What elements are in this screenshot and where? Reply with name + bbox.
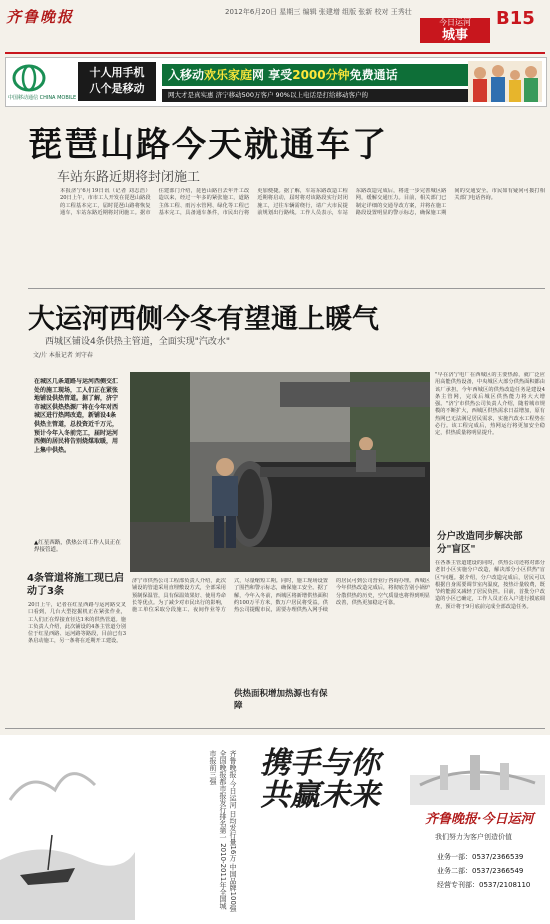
ad-vertical-text: 齐鲁晚报·今日运河 日均发行量16万 中国品牌100强 全国晚报都市报发行排名第一 2010-2011年全国城市报前三强 bbox=[209, 750, 237, 912]
article1-subheadline: 车站东路近期将封闭施工 bbox=[57, 170, 201, 185]
article2-byline: 文/片 本报记者 刘守春 bbox=[33, 352, 93, 359]
article2-headline: 大运河西侧今冬有望通上暖气 bbox=[28, 304, 379, 335]
article2-right-subheading: 分户改造同步解决部分"盲区" bbox=[437, 531, 523, 555]
china-mobile-brand: 中国移动通信 CHINA MOBILE bbox=[8, 95, 77, 101]
section-top-label: 今日运河 bbox=[439, 18, 471, 27]
city-skyline-image bbox=[410, 745, 545, 805]
phone-label: 业务二部 bbox=[437, 867, 465, 875]
phone-number: 0537/2366549 bbox=[472, 867, 524, 875]
ad-banner bbox=[162, 64, 468, 86]
phone-line-1: 业务一部：0537/2366539 bbox=[437, 853, 524, 861]
phone-label: 经营专刊部 bbox=[437, 881, 472, 889]
ad-slogan-line1: 十人用手机 bbox=[89, 66, 145, 79]
banner-pre: 入移动 bbox=[168, 68, 205, 82]
phone-line-2: 业务二部：0537/2366549 bbox=[437, 867, 524, 875]
banner-post: 免费通话 bbox=[349, 68, 398, 82]
ad-divider bbox=[5, 728, 545, 729]
article2-middle-subheading: 供热面积增加热源也有保障 bbox=[234, 689, 328, 711]
article2-middle-columns: 济宁市供热公司工程部负责人介绍，此次铺设的管道采用直埋敷设方式，全部采用预制保温管，具有保温效果好、使用寿命长等优点。为了减少对市民出行的影响，施工单位采取分段施工、夜间作业等方式，尽量缩短工期。同时，施工现场设置了围挡和警示标志，确保施工安全。据了解，今年入冬前，西城区将新增供热面积约100万平方米，数万户居民将受益。供热公司提醒市民，需要办理供热入网手续的居民可到公司营业厅咨询办理。西城区今年供热改造完成后，将彻底告别小锅炉分散供热的历史，空气质量也将得到明显改善，供热更加稳定可靠。 bbox=[132, 578, 430, 614]
photo-caption: ▲红星西路，供热公司工作人员正在焊接管道。 bbox=[34, 540, 121, 553]
article1-body: 本报济宁6月19日讯（记者 刘志浩）20日上午，市市工人开发在琵琶山路段的工程基本完工，届时琵琶山路将恢复通车，车站东路近期将封闭施工。据市住建部门介绍，琵琶山路自去年开工改造以来，经过一年多的紧张施工，道路主体工程、雨污水管网、绿化等工程已基本完工，具备通车条件，市民出行将更加便捷。据了解，车站东路改造工程近期将启动，届时将对该路段实行封闭施工，过往车辆需绕行，请广大市民提前规划出行路线。工作人员表示，车站东路改造完成后，将进一步完善城区路网，缓解交通压力。目前，相关部门已制定详细的交通导改方案，并将在施工路段设置明显的警示标志，确保施工期间的交通安全。市民如有疑问可拨打相关部门电话咨询。 bbox=[60, 188, 545, 216]
section-name: 城事 bbox=[441, 28, 468, 43]
banner-highlight2: 2000分钟 bbox=[292, 68, 350, 82]
article2-left-column: 20日上午，记者在红星西路与运河路交叉口看到，几台大型挖掘机正在紧张作业，工人们正在焊接直径达1米的供热管道。施工负责人介绍，此次铺设的4条主管道分别位于红星西路、运河路等路段，目前已有3条启动施工，另一条将在近期开工建设。 bbox=[28, 602, 126, 645]
newspaper-logo: 齐鲁晚报 bbox=[6, 8, 75, 26]
article2-right-column: "早在济宁电厂在西城区的主要热源，就广泛应用高能供热设备，中央城区大部分供热面积都由该厂承担。今年西城区的供热改造任务是建设4条主管网，完成后城区供热能力将大大增强。"济宁市供热公司负责人介绍，随着城市规模的不断扩大，西城区供热需求日益增加，原有热网已无法满足居民需求，实施汽改水工程势在必行。该工程完成后，热网运行将更加安全稳定，供热质量将明显提升。 bbox=[435, 372, 545, 437]
china-mobile-ad[interactable] bbox=[5, 57, 547, 107]
phone-line-3: 经营专刊部：0537/2108110 bbox=[437, 881, 531, 889]
ad-paper-name: 齐鲁晚报·今日运河 bbox=[425, 812, 534, 827]
article2-right-column-2: 在各条主管道建设的同时，供热公司还将对部分老旧小区实施分户改造，解决部分小区供热"盲区"问题。据介绍，分户改造完成后，居民可以根据自身需要调节室内温度，按热计量收费，既节约能源又减轻了居民负担。目前，首批分户改造的小区已确定，工作人员正在入户进行摸底调查，预计将于9月底前完成全部改造任务。 bbox=[435, 560, 545, 610]
phone-number: 0537/2366539 bbox=[472, 853, 524, 861]
date-line: 2012年6月20日 星期三 编辑 张建增 组版 张新 校对 王秀壮 bbox=[225, 8, 412, 16]
phone-label: 业务一部 bbox=[437, 853, 465, 861]
masthead-rule bbox=[5, 52, 545, 54]
section-divider bbox=[28, 288, 545, 289]
ad-sub-text: 网大才是真实惠 济宁移动500万客户 90%以上电话是打给移动客户的 bbox=[162, 89, 468, 102]
article2-intro: 在城区几条道路与运河西侧交汇处的施工现场，工人们正在紧张地铺设供热管道。据了解，济宁市城区供热热源厂将在今年对西城区进行热网改造，新铺设4条供热主管道，总投资近千万元，预计今年入冬前完工，届时运河西侧的居民将告别烧煤取暖，用上集中供热。 bbox=[34, 378, 119, 454]
ad-brush-calligraphy: 携手与你共赢未来 bbox=[260, 746, 380, 813]
ad-slogan-line2: 八个是移动 bbox=[89, 82, 145, 95]
phone-number: 0537/2108110 bbox=[479, 881, 531, 889]
article2-subheadline: 西城区铺设4条供热主管道，全面实现"汽改水" bbox=[45, 337, 231, 347]
page-number: B15 bbox=[496, 8, 535, 29]
ad-tagline: 我们努力为客户创造价值 bbox=[435, 833, 512, 841]
banner-highlight: 欢乐家庭 bbox=[204, 68, 253, 82]
article1-headline: 琵琶山路今天就通车了 bbox=[28, 125, 388, 165]
pipe-welding-photo bbox=[130, 372, 430, 572]
banner-mid: 网 享受 bbox=[252, 68, 293, 82]
ad-slogan bbox=[78, 62, 156, 101]
family-people-image bbox=[468, 61, 542, 102]
masthead bbox=[0, 0, 550, 56]
boat-ink-painting-image bbox=[0, 740, 135, 920]
article2-left-subheading: 4条管道将施工现已启动了3条 bbox=[27, 573, 124, 597]
section-badge bbox=[420, 18, 490, 43]
